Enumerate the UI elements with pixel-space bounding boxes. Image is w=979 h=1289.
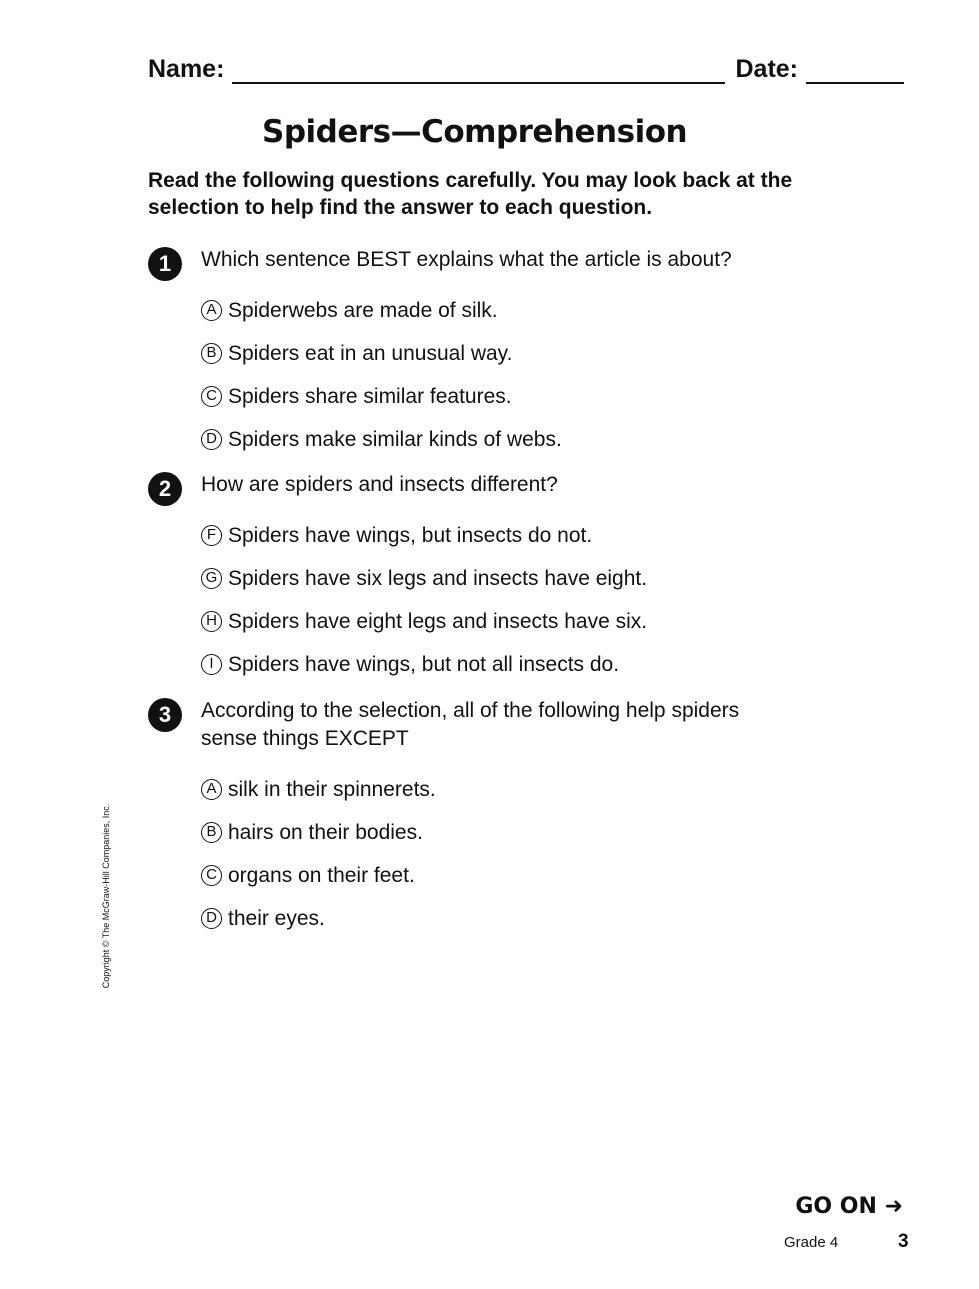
answer-option-a[interactable] [201, 289, 848, 332]
answer-text: hairs on their bodies. [228, 820, 423, 844]
copyright-notice: Copyright © The McGraw-Hill Companies, Inc. [101, 803, 111, 989]
answer-option-c[interactable] [201, 854, 848, 897]
answer-text: Spiders have wings, but not all insects do. [228, 652, 620, 676]
answer-text: Spiders have wings, but insects do not. [228, 523, 593, 547]
answer-bubble[interactable]: F [201, 525, 222, 546]
instructions: Read the following questions carefully. You may look back at the selection to help find the answer to each question. [148, 169, 793, 219]
answer-option-c[interactable] [201, 375, 848, 418]
answer-option-g[interactable] [201, 557, 848, 600]
answer-options [201, 514, 848, 686]
grade-label: Grade 4 [784, 1234, 839, 1251]
answer-bubble[interactable]: B [201, 822, 222, 843]
answer-text: Spiders share similar features. [228, 384, 512, 408]
answer-option-a[interactable] [201, 768, 848, 811]
question-1 [148, 246, 848, 461]
answer-bubble[interactable]: A [201, 300, 222, 321]
question-3 [148, 697, 848, 940]
answer-option-b[interactable] [201, 332, 848, 375]
answer-option-b[interactable] [201, 811, 848, 854]
answer-bubble[interactable]: C [201, 865, 222, 886]
name-field-line[interactable] [232, 62, 725, 84]
answer-option-d[interactable] [201, 897, 848, 940]
question-text: How are spiders and insects different? [201, 473, 558, 496]
answer-bubble[interactable]: D [201, 908, 222, 929]
name-date-header [148, 52, 904, 84]
answer-text: Spiderwebs are made of silk. [228, 298, 498, 322]
answer-bubble[interactable]: G [201, 568, 222, 589]
question-text: Which sentence BEST explains what the article is about? [201, 248, 732, 271]
answer-text: silk in their spinnerets. [228, 777, 436, 801]
answer-bubble[interactable]: H [201, 611, 222, 632]
answer-text: Spiders eat in an unusual way. [228, 341, 513, 365]
page-title: Spiders—Comprehension [262, 114, 688, 150]
answer-options [201, 289, 848, 461]
answer-option-i[interactable] [201, 643, 848, 686]
go-on-label: GO ON ➜ [795, 1194, 903, 1219]
answer-bubble[interactable]: D [201, 429, 222, 450]
question-text: According to the selection, all of the following help spiders sense things EXCEPT [201, 699, 740, 750]
answer-text: Spiders make similar kinds of webs. [228, 427, 562, 451]
answer-option-d[interactable] [201, 418, 848, 461]
page-number: 3 [898, 1231, 909, 1252]
answer-text: organs on their feet. [228, 863, 415, 887]
name-label: Name: [148, 55, 225, 83]
answer-option-f[interactable] [201, 514, 848, 557]
question-number-badge: 1 [148, 247, 182, 281]
answer-options [201, 768, 848, 940]
question-number-badge: 2 [148, 472, 182, 506]
answer-text: Spiders have six legs and insects have eight. [228, 566, 648, 590]
answer-text: their eyes. [228, 906, 325, 930]
answer-text: Spiders have eight legs and insects have six. [228, 609, 648, 633]
answer-option-h[interactable] [201, 600, 848, 643]
question-number-badge: 3 [148, 698, 182, 732]
date-field-line[interactable] [806, 62, 904, 84]
answer-bubble[interactable]: I [201, 654, 222, 675]
question-2 [148, 471, 848, 686]
date-label: Date: [735, 55, 798, 83]
answer-bubble[interactable]: C [201, 386, 222, 407]
answer-bubble[interactable]: B [201, 343, 222, 364]
answer-bubble[interactable]: A [201, 779, 222, 800]
